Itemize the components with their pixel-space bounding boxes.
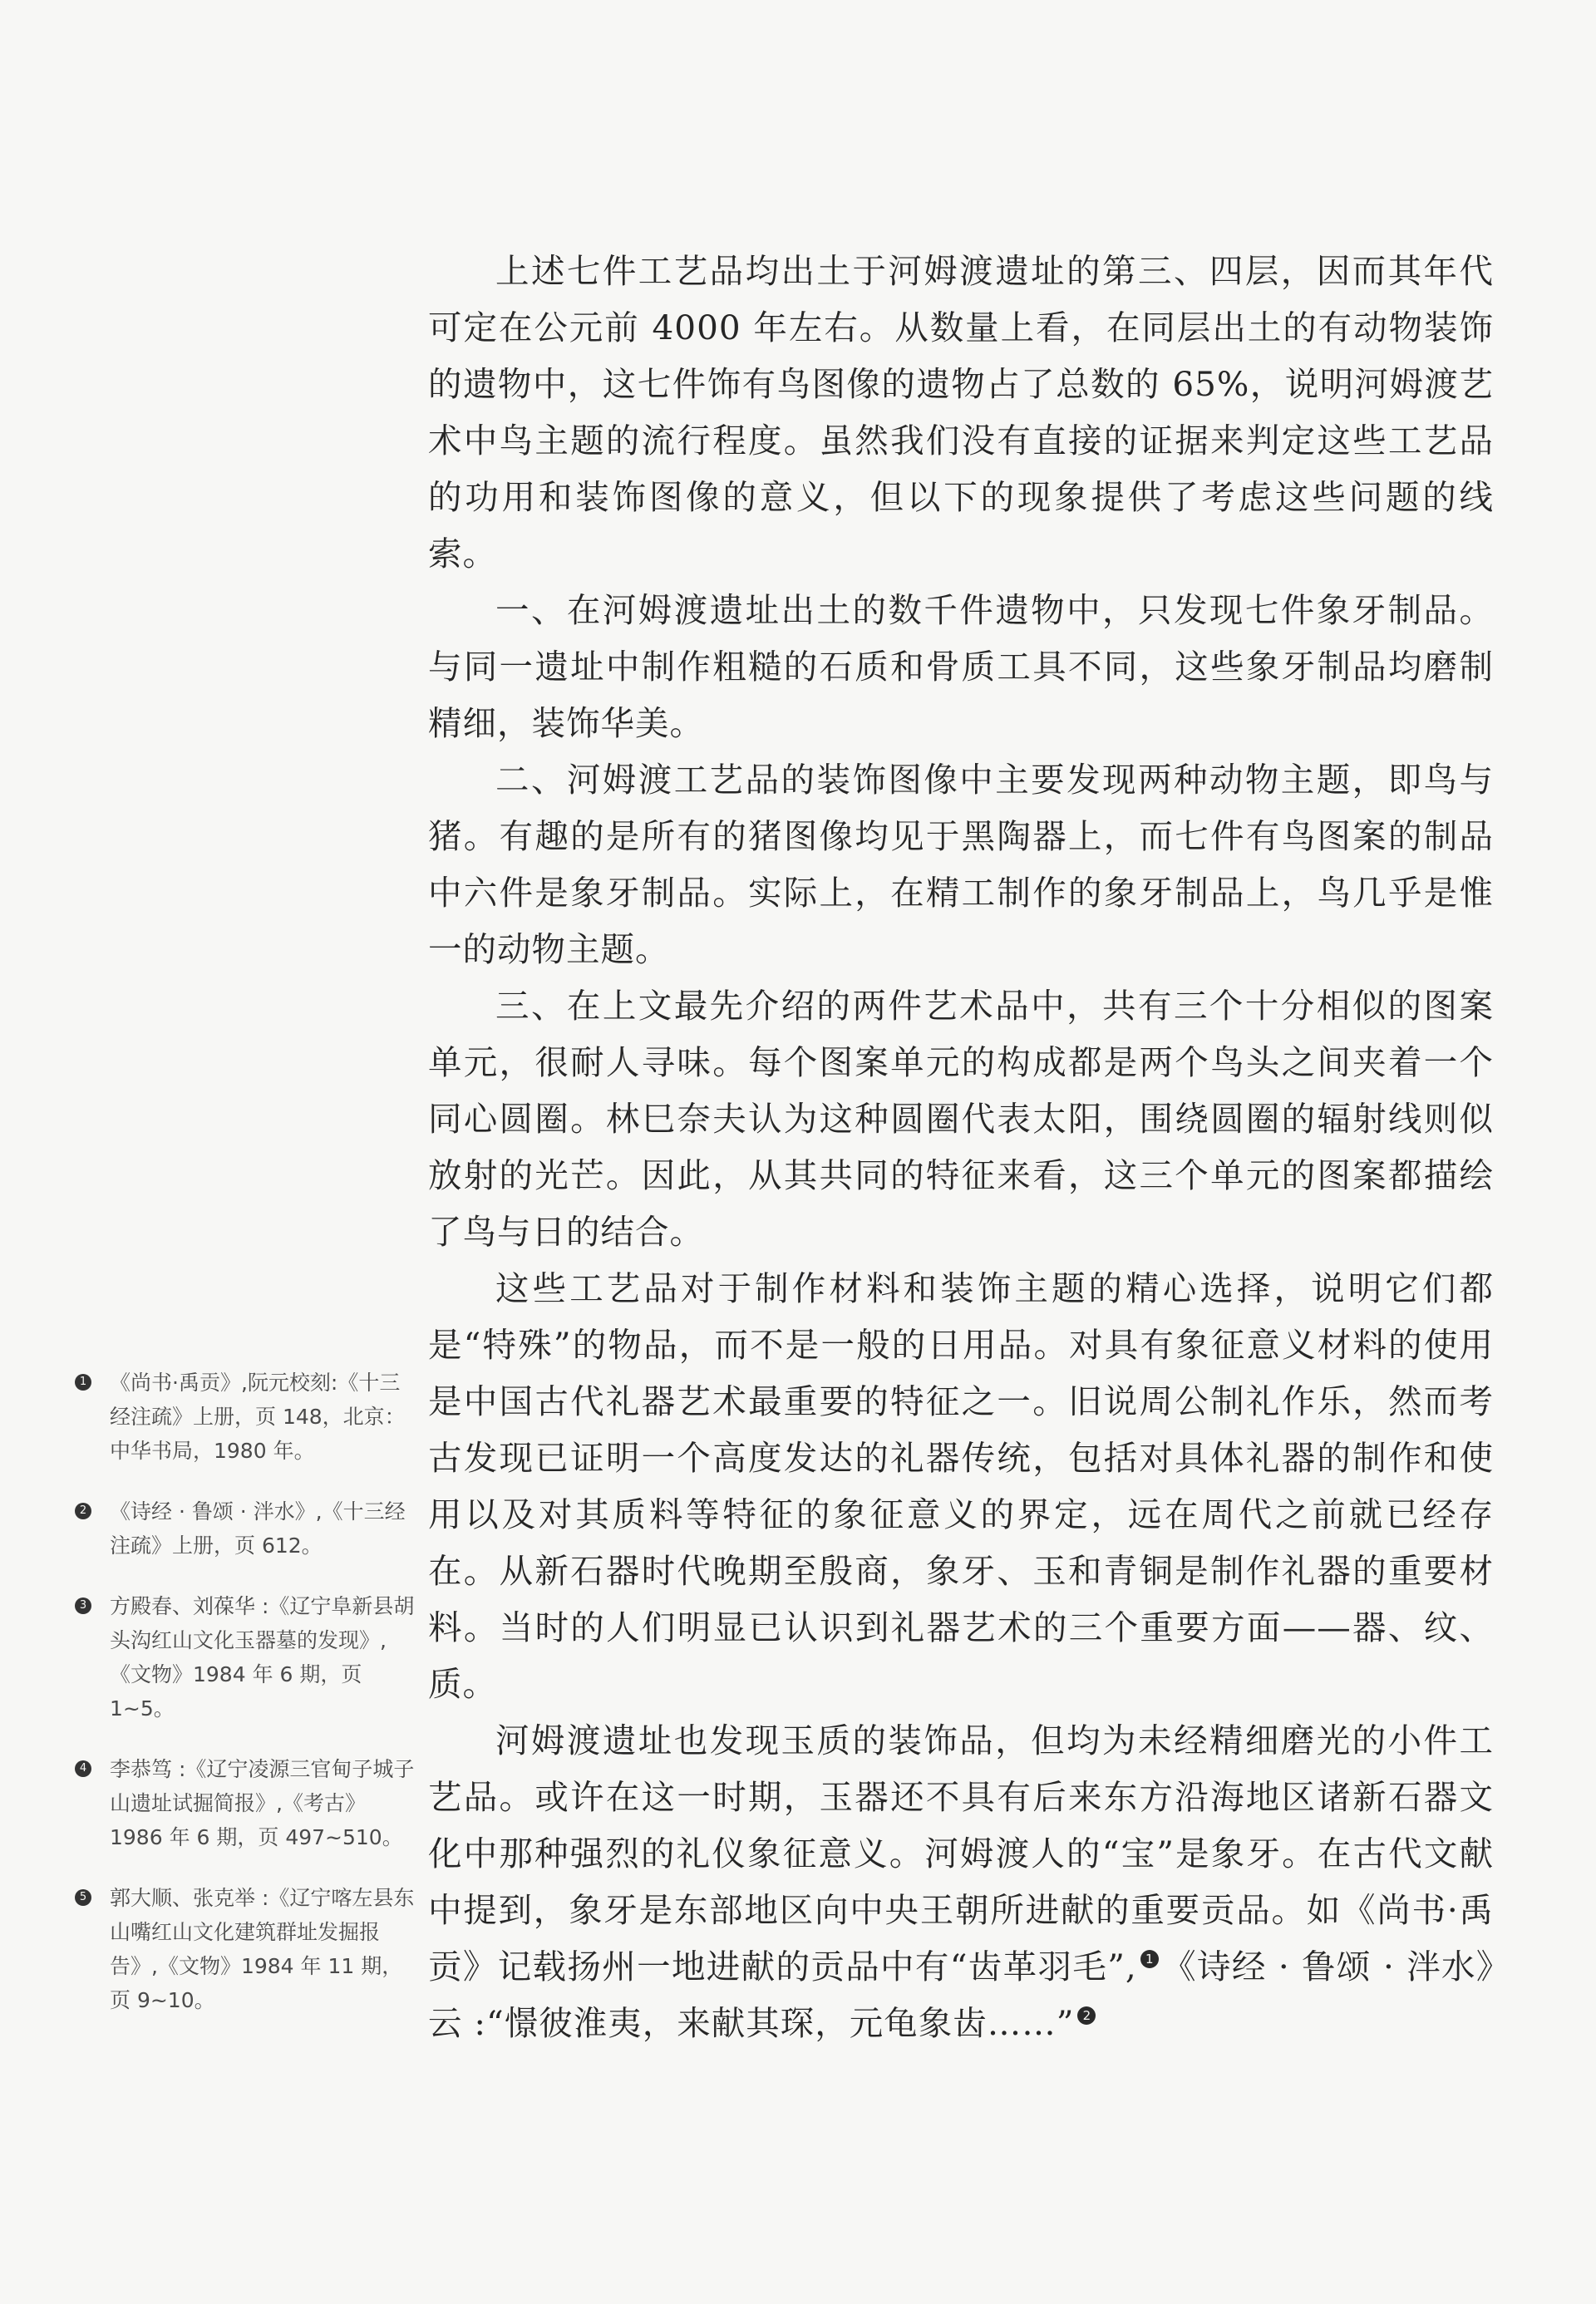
footnote-text: 李恭笃 :《辽宁凌源三官甸子城子山遗址试掘简报》,《考古》1986 年 6 期，页 497~510。 — [110, 1757, 415, 1849]
footnote — [75, 1881, 416, 2017]
paragraph: 二、河姆渡工艺品的装饰图像中主要发现两种动物主题，即鸟与猪。有趣的是所有的猪图像均见于黑陶器上，而七件有鸟图案的制品中六件是象牙制品。实际上，在精工制作的象牙制品上，鸟几乎是惟一的动物主题。 — [428, 760, 1494, 969]
footnote — [75, 1494, 416, 1563]
footnote-text: 《尚书·禹贡》,阮元校刻:《十三经注疏》上册，页 148，北京：中华书局，1980 年。 — [110, 1371, 406, 1463]
footnote-text: 《诗经 · 鲁颂 · 泮水》,《十三经注疏》上册，页 612。 — [110, 1499, 406, 1558]
footnote-text: 郭大顺、张克举 :《辽宁喀左县东山嘴红山文化建筑群址发掘报告》,《文物》1984 年 11 期，页 9~10。 — [110, 1886, 415, 2012]
paragraph-text: 河姆渡遗址也发现玉质的装饰品，但均为未经精细磨光的小件工艺品。或许在这一时期，玉器还不具有后来东方沿海地区诸新石器文化中那种强烈的礼仪象征意义。河姆渡人的“宝”是象牙。在古代文献中提到，象牙是东部地区向中央王朝所进献的重要贡品。如《尚书·禹贡》记载扬州一地进献的贡品中有“齿革羽毛”, — [428, 1721, 1494, 1986]
footnote-ref-1[interactable]: 1 — [1140, 1950, 1159, 1968]
footnote-ref-2[interactable]: 2 — [1077, 2006, 1096, 2025]
main-text-column — [428, 243, 1494, 2051]
footnote-text: 方殿春、刘葆华 :《辽宁阜新县胡头沟红山文化玉器墓的发现》,《文物》1984 年 6 期，页 1~5。 — [110, 1594, 415, 1721]
footnote — [75, 1366, 416, 1468]
paragraph-text: 《诗经 · 鲁颂 · 泮水》云 :“憬彼淮夷，来献其琛，元龟象齿……” — [428, 1947, 1494, 2043]
footnote-number: 5 — [75, 1889, 91, 1906]
footnote-number: 4 — [75, 1760, 91, 1777]
footnote-number: 2 — [75, 1503, 91, 1519]
paragraph: 三、在上文最先介绍的两件艺术品中，共有三个十分相似的图案单元，很耐人寻味。每个图案单元的构成都是两个鸟头之间夹着一个同心圆圈。林巳奈夫认为这种圆圈代表太阳，围绕圆圈的辐射线则似放射的光芒。因此，从其共同的特征来看，这三个单元的图案都描绘了鸟与日的结合。 — [428, 986, 1494, 1252]
footnotes-column — [75, 1366, 416, 2044]
paragraph-last — [428, 1712, 1494, 2051]
footnote — [75, 1752, 416, 1854]
paragraph: 上述七件工艺品均出土于河姆渡遗址的第三、四层，因而其年代可定在公元前 4000 年左右。从数量上看，在同层出土的有动物装饰的遗物中，这七件饰有鸟图像的遗物占了总数的 65%，说明河姆渡艺术中鸟主题的流行程度。虽然我们没有直接的证据来判定这些工艺品的功用和装饰图像的意义，但以下的现象提供了考虑这些问题的线索。 — [428, 251, 1494, 574]
footnote-number: 3 — [75, 1598, 91, 1614]
footnote — [75, 1589, 416, 1726]
footnote-number: 1 — [75, 1374, 91, 1391]
paragraph: 这些工艺品对于制作材料和装饰主题的精心选择，说明它们都是“特殊”的物品，而不是一般的日用品。对具有象征意义材料的使用是中国古代礼器艺术最重要的特征之一。旧说周公制礼作乐，然而考古发现已证明一个高度发达的礼器传统，包括对具体礼器的制作和使用以及对其质料等特征的象征意义的界定，远在周代之前就已经存在。从新石器时代晚期至殷商，象牙、玉和青铜是制作礼器的重要材料。当时的人们明显已认识到礼器艺术的三个重要方面——器、纹、质。 — [428, 1268, 1494, 1704]
paragraph: 一、在河姆渡遗址出土的数千件遗物中，只发现七件象牙制品。与同一遗址中制作粗糙的石质和骨质工具不同，这些象牙制品均磨制精细，装饰华美。 — [428, 590, 1494, 743]
